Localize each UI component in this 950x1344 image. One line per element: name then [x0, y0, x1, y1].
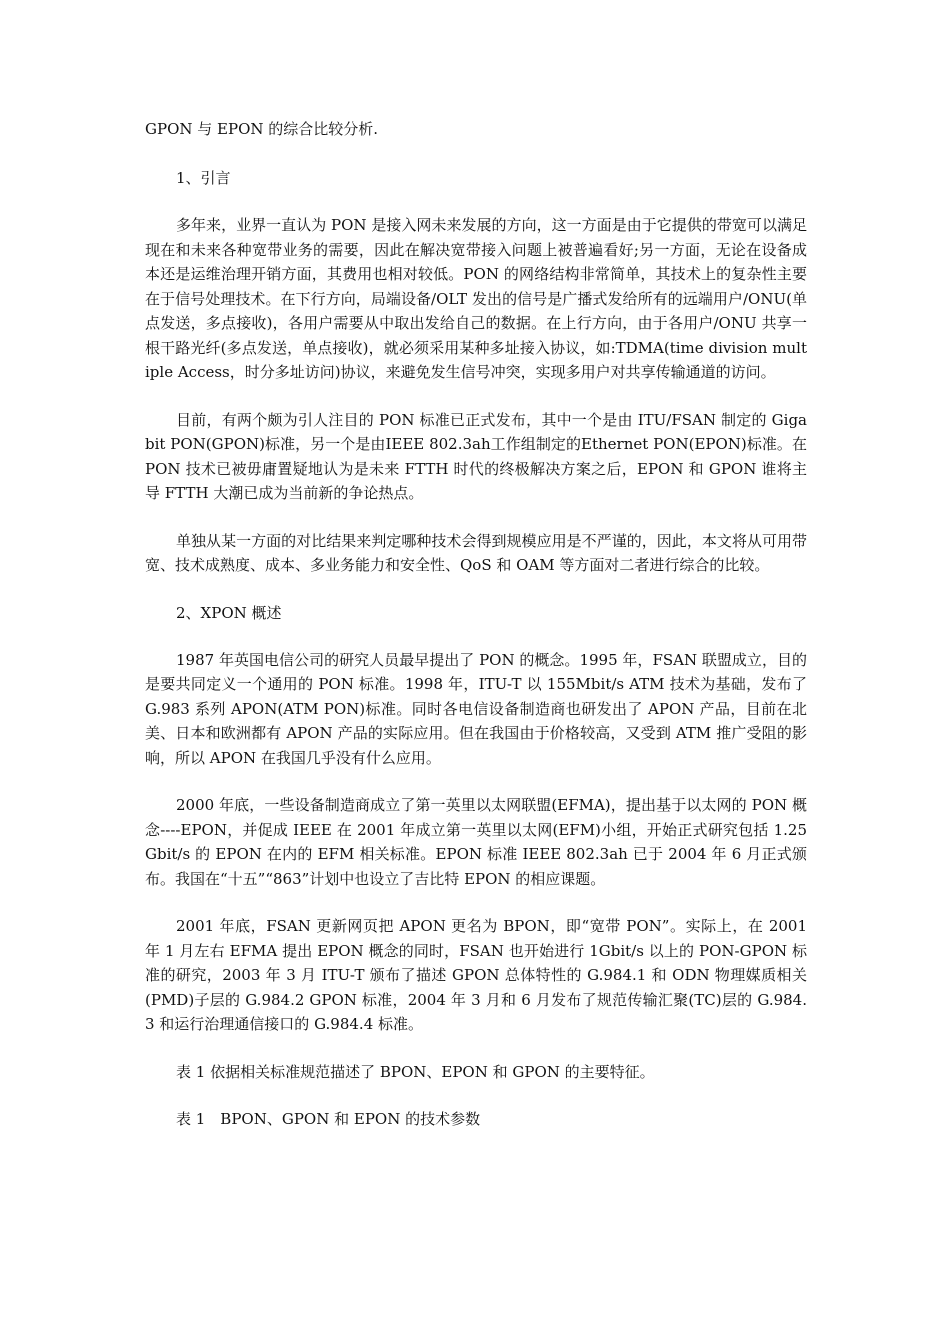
document-body	[145, 117, 807, 1155]
paragraph-table-intro: 表 1 依据相关标准规范描述了 BPON、EPON 和 GPON 的主要特征。	[176, 1062, 655, 1081]
section-heading-xpon-overview: 2、XPON 概述	[176, 603, 282, 622]
paragraph-pon-standards: 目前，有两个颇为引人注目的 PON 标准已正式发布，其中一个是由 ITU/FSAN 制定的 Gigabit PON(GPON)标准，另一个是由IEEE 802.3ah工作组制定的Ethernet PON(EPON)标准。在 PON 技术已被毋庸置疑地认为是未来 FTTH 时代的终极解决方案之后，EPON 和 GPON 谁将主导 FTTH 大潮已成为当前新的争论热点。	[145, 410, 807, 502]
paragraph-pon-overview: 多年来，业界一直认为 PON 是接入网未来发展的方向，这一方面是由于它提供的带宽可以满足现在和未来各种宽带业务的需要，因此在解决宽带接入问题上被普遍看好;另一方面，无论在设备成本还是运维治理开销方面，其费用也相对较低。PON 的网络结构非常简单，其技术上的复杂性主要在于信号处理技术。在下行方向，局端设备/OLT 发出的信号是广播式发给所有的远端用户/ONU(单点发送，多点接收)，各用户需要从中取出发给自己的数据。在上行方向，由于各用户/ONU 共享一根干路光纤(多点发送，单点接收)，就必须采用某种多址接入协议，如:TDMA(time division multiple Access，时分多址访问)协议，来避免发生信号冲突，实现多用户对共享传输通道的访问。	[145, 216, 807, 381]
table-caption: 表 1 BPON、GPON 和 EPON 的技术参数	[176, 1110, 481, 1128]
paragraph-gpon-history: 2001 年底，FSAN 更新网页把 APON 更名为 BPON，即“宽带 PON”。实际上，在 2001 年 1 月左右 EFMA 提出 EPON 概念的同时，FSAN 也开始进行 1Gbit/s 以上的 PON-GPON 标准的研究，2003 年 3 月 ITU-T 颁布了描述 GPON 总体特性的 G.984.1 和 ODN 物理媒质相关(PMD)子层的 G.984.2 GPON 标准，2004 年 3 月和 6 月发布了规范传输汇聚(TC)层的 G.984.3 和运行治理通信接口的 G.984.4 标准。	[145, 917, 807, 1033]
section-heading-introduction: 1、引言	[176, 169, 231, 187]
document-title: GPON 与 EPON 的综合比较分析.	[145, 120, 379, 138]
paragraph-apon-history: 1987 年英国电信公司的研究人员最早提出了 PON 的概念。1995 年，FSAN 联盟成立，目的是要共同定义一个通用的 PON 标准。1998 年，ITU-T 以 155Mbit/s ATM 技术为基础，发布了 G.983 系列 APON(ATM PON)标准。同时各电信设备制造商也研发出了 APON 产品，目前在北美、日本和欧洲都有 APON 产品的实际应用。但在我国由于价格较高，又受到 ATM 推广受阻的影响，所以 APON 在我国几乎没有什么应用。	[145, 650, 807, 767]
paragraph-epon-history: 2000 年底，一些设备制造商成立了第一英里以太网联盟(EFMA)，提出基于以太网的 PON 概念----EPON，并促成 IEEE 在 2001 年成立第一英里以太网(EFM)小组，开始正式研究包括 1.25Gbit/s 的 EPON 在内的 EFM 相关标准。EPON 标准 IEEE 802.3ah 已于 2004 年 6 月正式颁布。我国在“十五”“863”计划中也设立了吉比特 EPON 的相应课题。	[145, 796, 807, 888]
paragraph-comparison-scope: 单独从某一方面的对比结果来判定哪种技术会得到规模应用是不严谨的，因此，本文将从可用带宽、技术成熟度、成本、多业务能力和安全性、QoS 和 OAM 等方面对二者进行综合的比较。	[145, 531, 807, 574]
